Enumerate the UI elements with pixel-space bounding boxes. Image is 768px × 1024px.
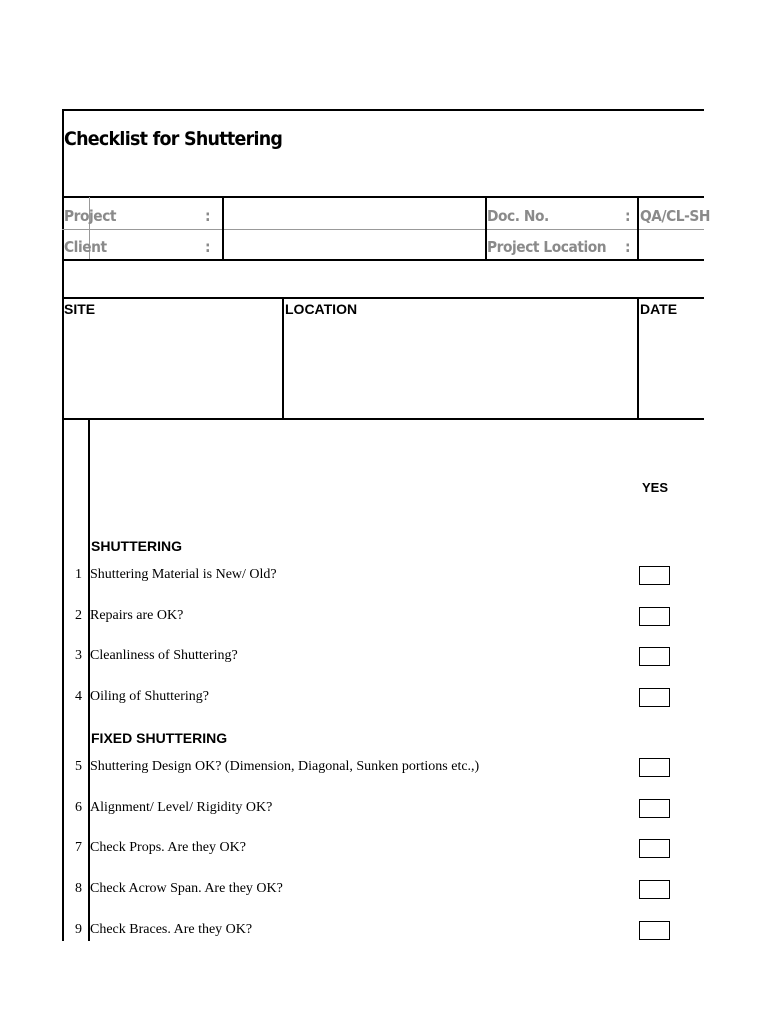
item-number: 6 <box>75 800 82 815</box>
item-number: 9 <box>75 922 82 937</box>
checklist-item: Shuttering Design OK? (Dimension, Diagonal, Sunken portions etc.,) <box>90 759 480 774</box>
yes-column-header: YES <box>642 480 669 495</box>
item-number: 3 <box>75 648 82 663</box>
yes-checkbox[interactable] <box>639 880 670 899</box>
header-divider-3 <box>637 197 639 259</box>
site-block-top-border <box>62 297 704 299</box>
item-number: 1 <box>75 567 82 582</box>
checklist-item: Cleanliness of Shuttering? <box>90 648 238 663</box>
page-title: Checklist for Shuttering <box>64 128 283 150</box>
date-header: DATE <box>640 301 678 317</box>
project-colon: : <box>205 207 211 225</box>
site-header: SITE <box>64 301 96 317</box>
location-field[interactable] <box>287 320 633 414</box>
project-location-colon: : <box>625 238 631 256</box>
location-date-divider <box>637 298 639 419</box>
item-number: 5 <box>75 759 82 774</box>
left-border <box>62 109 64 941</box>
client-colon: : <box>205 238 211 256</box>
project-label: Project <box>64 207 117 225</box>
project-field[interactable] <box>226 200 482 226</box>
site-block-bottom-border <box>62 418 704 420</box>
number-column-divider <box>88 419 90 941</box>
project-location-label: Project Location <box>487 238 607 256</box>
doc-no-colon: : <box>625 207 631 225</box>
doc-no-label: Doc. No. <box>487 207 549 225</box>
yes-checkbox[interactable] <box>639 647 670 666</box>
header-bottom-border <box>62 259 704 261</box>
checklist-item: Shuttering Material is New/ Old? <box>90 567 277 582</box>
header-divider-1 <box>222 197 224 259</box>
item-number: 7 <box>75 840 82 855</box>
item-number: 4 <box>75 689 82 704</box>
yes-checkbox[interactable] <box>639 799 670 818</box>
item-number: 8 <box>75 881 82 896</box>
checklist-item: Oiling of Shuttering? <box>90 689 209 704</box>
checklist-item: Alignment/ Level/ Rigidity OK? <box>90 800 273 815</box>
section-fixed-shuttering: FIXED SHUTTERING <box>91 730 228 746</box>
yes-checkbox[interactable] <box>639 921 670 940</box>
header-top-border <box>62 196 704 198</box>
yes-checkbox[interactable] <box>639 839 670 858</box>
checklist-item: Check Props. Are they OK? <box>90 840 246 855</box>
location-header: LOCATION <box>285 301 358 317</box>
doc-no-value: QA/CL-SH <box>640 207 710 225</box>
checklist-item: Repairs are OK? <box>90 608 184 623</box>
item-number: 2 <box>75 608 82 623</box>
yes-checkbox[interactable] <box>639 607 670 626</box>
client-label: Client <box>64 238 107 256</box>
top-border <box>62 109 704 111</box>
date-field[interactable] <box>642 320 702 414</box>
header-row-divider <box>62 229 704 230</box>
checklist-item: Check Acrow Span. Are they OK? <box>90 881 283 896</box>
yes-checkbox[interactable] <box>639 688 670 707</box>
project-location-field[interactable] <box>641 232 703 257</box>
yes-checkbox[interactable] <box>639 566 670 585</box>
checklist-item: Check Braces. Are they OK? <box>90 922 253 937</box>
section-shuttering: SHUTTERING <box>91 538 182 554</box>
client-field[interactable] <box>226 232 482 257</box>
site-location-divider <box>282 298 284 419</box>
yes-checkbox[interactable] <box>639 758 670 777</box>
site-field[interactable] <box>66 320 278 414</box>
